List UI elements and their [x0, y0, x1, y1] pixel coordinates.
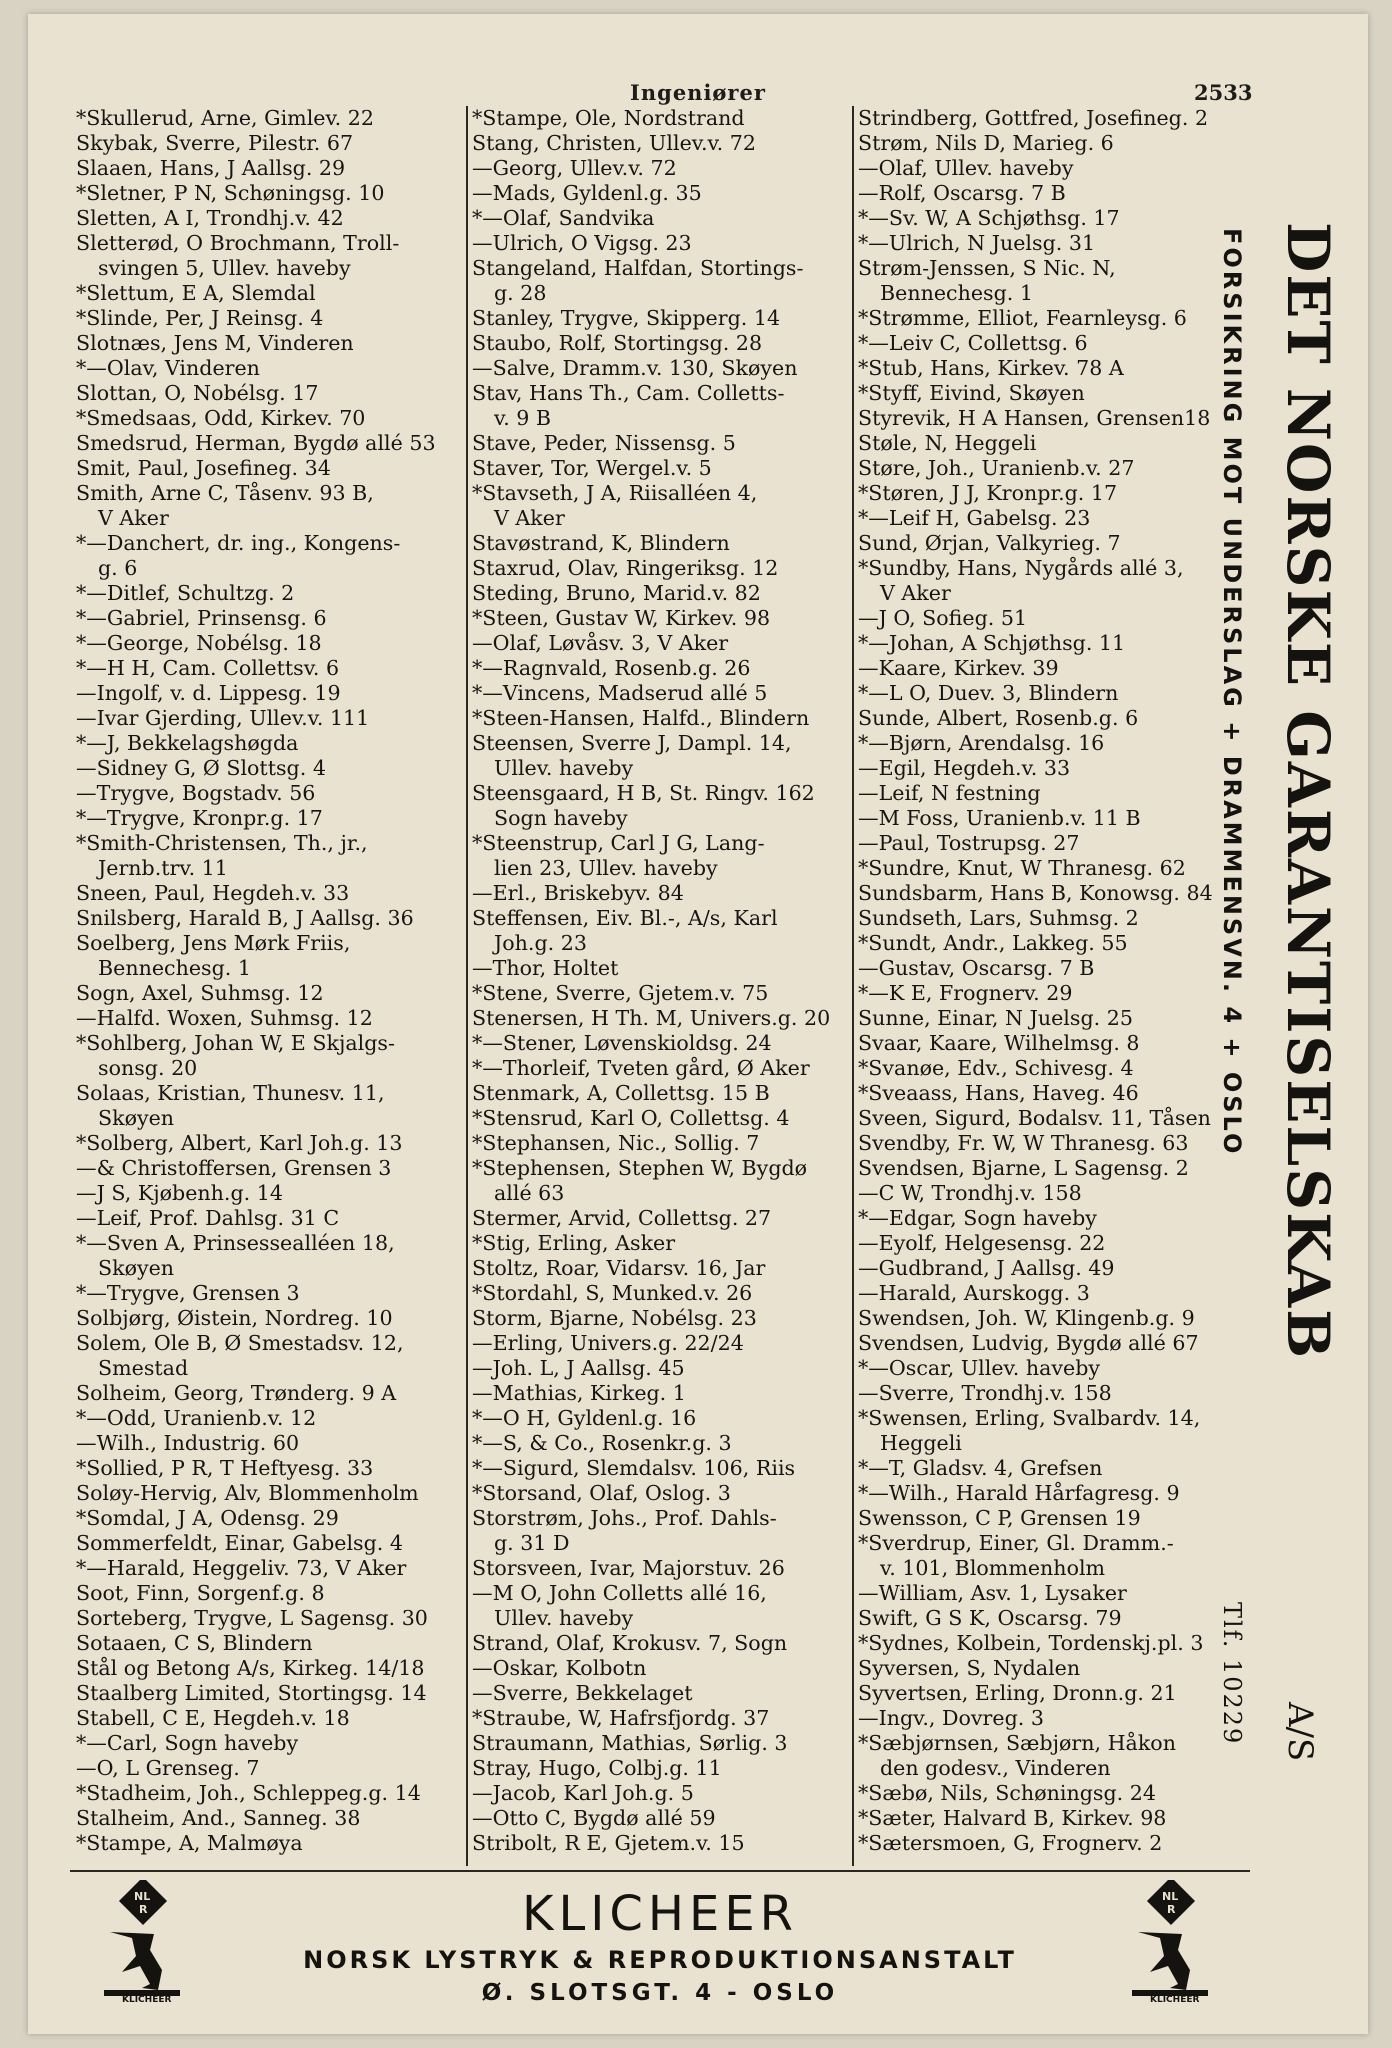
- bottom-ad-title: KLICHEER: [522, 1886, 798, 1942]
- directory-entry: Svendsen, Bjarne, L Sagensg. 2: [858, 1156, 1189, 1180]
- directory-entry: Steensgaard, H B, St. Ringv. 162: [472, 781, 815, 805]
- directory-entry: Sunde, Albert, Rosenb.g. 6: [858, 706, 1139, 730]
- directory-entry: *Sverdrup, Einer, Gl. Dramm.-: [858, 1531, 1174, 1555]
- directory-entry: Svendsen, Ludvig, Bygdø allé 67: [858, 1331, 1199, 1355]
- side-advertisement: [1218, 222, 1348, 1782]
- directory-entry: *—Trygve, Kronpr.g. 17: [76, 806, 323, 830]
- side-ad-subtitle: FORSIKRING MOT UNDERSLAG + DRAMMENSVN. 4 + OSLO: [1218, 228, 1246, 1157]
- directory-entry: Stav, Hans Th., Cam. Colletts-: [472, 381, 785, 405]
- directory-entry: *—S, & Co., Rosenkr.g. 3: [472, 1431, 732, 1455]
- directory-entry: Sletterød, O Brochmann, Troll-: [76, 231, 400, 255]
- directory-entry: *—Ditlef, Schultzg. 2: [76, 581, 295, 605]
- directory-entry: Stavøstrand, K, Blindern: [472, 531, 730, 555]
- logo-caption: KLICHEER: [1150, 1995, 1200, 2004]
- directory-entry: Stoltz, Roar, Vidarsv. 16, Jar: [472, 1256, 766, 1280]
- directory-entry: Staalberg Limited, Stortingsg. 14: [76, 1681, 427, 1705]
- directory-entry: *Støren, J J, Kronpr.g. 17: [858, 481, 1118, 505]
- directory-entry: Svaar, Kaare, Wilhelmsg. 8: [858, 1031, 1140, 1055]
- directory-entry: —M Foss, Uranienb.v. 11 B: [858, 806, 1141, 830]
- directory-column-1: [76, 106, 458, 1866]
- directory-entry: —M O, John Colletts allé 16,: [472, 1581, 767, 1605]
- directory-entry: —Sverre, Trondhj.v. 158: [858, 1381, 1112, 1405]
- directory-entry: *Stavseth, J A, Riisalléen 4,: [472, 481, 758, 505]
- directory-entry: —Sidney G, Ø Slottsg. 4: [76, 756, 326, 780]
- directory-entry: *—L O, Duev. 3, Blindern: [858, 681, 1119, 705]
- directory-entry: Soløy-Hervig, Alv, Blommenholm: [76, 1481, 419, 1505]
- directory-entry: —Oskar, Kolbotn: [472, 1656, 647, 1680]
- directory-entry: Joh.g. 23: [494, 931, 587, 955]
- directory-entry: —Paul, Tostrupsg. 27: [858, 831, 1080, 855]
- directory-entry: V Aker: [494, 506, 565, 530]
- directory-entry: *Steen, Gustav W, Kirkev. 98: [472, 606, 771, 630]
- directory-entry: *—Sigurd, Slemdalsv. 106, Riis: [472, 1456, 796, 1480]
- directory-entry: *Stordahl, S, Munked.v. 26: [472, 1281, 753, 1305]
- directory-entry: Swensson, C P, Grensen 19: [858, 1506, 1141, 1530]
- directory-entry: Storstrøm, Johs., Prof. Dahls-: [472, 1506, 777, 1530]
- directory-entry: Stål og Betong A/s, Kirkeg. 14/18: [76, 1656, 425, 1680]
- directory-entry: *Sollied, P R, T Heftyesg. 33: [76, 1456, 374, 1480]
- directory-entry: Sneen, Paul, Hegdeh.v. 33: [76, 881, 350, 905]
- directory-entry: —Ingolf, v. d. Lippesg. 19: [76, 681, 341, 705]
- directory-column-2: [466, 106, 852, 1866]
- directory-entry: Stermer, Arvid, Collettsg. 27: [472, 1206, 772, 1230]
- directory-entry: Ullev. haveby: [494, 1606, 634, 1630]
- directory-entry: Sundsbarm, Hans B, Konowsg. 84: [858, 881, 1213, 905]
- directory-entry: Soelberg, Jens Mørk Friis,: [76, 931, 351, 955]
- directory-entry: Syversen, S, Nydalen: [858, 1656, 1081, 1680]
- directory-entry: *Steenstrup, Carl J G, Lang-: [472, 831, 765, 855]
- directory-entry: Slotnæs, Jens M, Vinderen: [76, 331, 354, 355]
- bottom-ad-address: Ø. SLOTSGT. 4 - OSLO: [481, 1980, 839, 2006]
- directory-entry: —C W, Trondhj.v. 158: [858, 1181, 1082, 1205]
- side-ad-phone: Tlf. 10229: [1218, 1602, 1246, 1746]
- directory-entry: v. 101, Blommenholm: [880, 1556, 1106, 1580]
- directory-entry: V Aker: [98, 506, 169, 530]
- directory-entry: *—Sven A, Prinsessealléen 18,: [76, 1231, 395, 1255]
- directory-entry: *—J, Bekkelagshøgda: [76, 731, 299, 755]
- directory-entry: *—H H, Cam. Collettsv. 6: [76, 656, 340, 680]
- directory-entry: —Eyolf, Helgesensg. 22: [858, 1231, 1106, 1255]
- directory-entry: Smith, Arne C, Tåsenv. 93 B,: [76, 481, 374, 505]
- directory-entry: Sunne, Einar, N Juelsg. 25: [858, 1006, 1133, 1030]
- logo-letters-bottom: R: [1167, 1903, 1176, 1916]
- directory-entry: —& Christoffersen, Grensen 3: [76, 1156, 392, 1180]
- page-title: Ingeniører: [630, 80, 766, 105]
- directory-entry: v. 9 B: [494, 406, 552, 430]
- directory-entry: *Stephansen, Nic., Sollig. 7: [472, 1131, 760, 1155]
- directory-entry: Jernb.trv. 11: [98, 856, 228, 880]
- directory-entry: *Sundre, Knut, W Thranesg. 62: [858, 856, 1186, 880]
- directory-entry: *Sæbjørnsen, Sæbjørn, Håkon: [858, 1731, 1176, 1755]
- directory-entry: Strøm, Nils D, Marieg. 6: [858, 131, 1114, 155]
- directory-entry: —Georg, Ullev.v. 72: [472, 156, 677, 180]
- directory-entry: Sund, Ørjan, Valkyrieg. 7: [858, 531, 1121, 555]
- directory-entry: *—Ulrich, N Juelsg. 31: [858, 231, 1096, 255]
- directory-entry: *Stadheim, Joh., Schleppeg.g. 14: [76, 1781, 421, 1805]
- directory-entry: Støre, Joh., Uranienb.v. 27: [858, 456, 1135, 480]
- directory-entry: *Stensrud, Karl O, Collettsg. 4: [472, 1106, 790, 1130]
- directory-entry: *—T, Gladsv. 4, Grefsen: [858, 1456, 1103, 1480]
- directory-entry: *Steen-Hansen, Halfd., Blindern: [472, 706, 810, 730]
- bottom-advertisement: [70, 1872, 1250, 2012]
- directory-entry: *—Gabriel, Prinsensg. 6: [76, 606, 327, 630]
- directory-entry: Støle, N, Heggeli: [858, 431, 1037, 455]
- directory-entry: —Wilh., Industrig. 60: [76, 1431, 300, 1455]
- directory-entry: —Harald, Aurskogg. 3: [858, 1281, 1090, 1305]
- directory-entry: *Sohlberg, Johan W, E Skjalgs-: [76, 1031, 395, 1055]
- directory-entry: —J O, Sofieg. 51: [858, 606, 1028, 630]
- directory-entry: sonsg. 20: [98, 1056, 198, 1080]
- directory-entry: Steffensen, Eiv. Bl.-, A/s, Karl: [472, 906, 778, 930]
- directory-entry: Skybak, Sverre, Pilestr. 67: [76, 131, 354, 155]
- directory-column-3: [852, 106, 1246, 1866]
- directory-entry: *—Bjørn, Arendalsg. 16: [858, 731, 1105, 755]
- directory-entry: Stenersen, H Th. M, Univers.g. 20: [472, 1006, 831, 1030]
- directory-entry: *—Oscar, Ullev. haveby: [858, 1356, 1101, 1380]
- directory-entry: Swendsen, Joh. W, Klingenb.g. 9: [858, 1306, 1195, 1330]
- directory-entry: Swift, G S K, Oscarsg. 79: [858, 1606, 1122, 1630]
- directory-entry: *—Leif H, Gabelsg. 23: [858, 506, 1091, 530]
- directory-entry: Stangeland, Halfdan, Stortings-: [472, 256, 804, 280]
- directory-entry: *—Sv. W, A Schjøthsg. 17: [858, 206, 1120, 230]
- directory-entry: Staver, Tor, Wergel.v. 5: [472, 456, 712, 480]
- directory-entry: Staubo, Rolf, Stortingsg. 28: [472, 331, 763, 355]
- directory-entry: —William, Asv. 1, Lysaker: [858, 1581, 1127, 1605]
- directory-entry: *—Odd, Uranienb.v. 12: [76, 1406, 317, 1430]
- directory-entry: —Egil, Hegdeh.v. 33: [858, 756, 1071, 780]
- logo-letters-top: NL: [134, 1890, 151, 1903]
- directory-entry: Staxrud, Olav, Ringeriksg. 12: [472, 556, 779, 580]
- directory-entry: —Ulrich, O Vigsg. 23: [472, 231, 692, 255]
- directory-entry: —Leif, Prof. Dahlsg. 31 C: [76, 1206, 340, 1230]
- directory-entry: Slottan, O, Nobélsg. 17: [76, 381, 319, 405]
- directory-entry: —Rolf, Oscarsg. 7 B: [858, 181, 1066, 205]
- bottom-ad-line1: NORSK LYSTRYK & REPRODUKTIONSANSTALT: [303, 1946, 1017, 1974]
- directory-entry: Syvertsen, Erling, Dronn.g. 21: [858, 1681, 1177, 1705]
- directory-entry: —Trygve, Bogstadv. 56: [76, 781, 316, 805]
- logo-letters-top: NL: [1162, 1890, 1179, 1903]
- directory-entry: —Sverre, Bekkelaget: [472, 1681, 693, 1705]
- directory-entry: —Kaare, Kirkev. 39: [858, 656, 1059, 680]
- directory-entry: svingen 5, Ullev. haveby: [98, 256, 351, 280]
- directory-entry: g. 28: [494, 281, 547, 305]
- directory-entry: *Skullerud, Arne, Gimlev. 22: [76, 106, 374, 130]
- directory-entry: Stribolt, R E, Gjetem.v. 15: [472, 1831, 745, 1855]
- directory-entry: Storm, Bjarne, Nobélsg. 23: [472, 1306, 757, 1330]
- directory-entry: Sletten, A I, Trondhj.v. 42: [76, 206, 344, 230]
- directory-entry: Sommerfeldt, Einar, Gabelsg. 4: [76, 1531, 404, 1555]
- directory-entry: *—Johan, A Schjøthsg. 11: [858, 631, 1126, 655]
- directory-entry: Stang, Christen, Ullev.v. 72: [472, 131, 756, 155]
- directory-entry: *Stub, Hans, Kirkev. 78 A: [858, 356, 1124, 380]
- directory-entry: —Jacob, Karl Joh.g. 5: [472, 1781, 694, 1805]
- directory-entry: Strindberg, Gottfred, Josefineg. 2: [858, 106, 1209, 130]
- directory-entry: —Salve, Dramm.v. 130, Skøyen: [472, 356, 798, 380]
- directory-entry: *—Trygve, Grensen 3: [76, 1281, 300, 1305]
- directory-entry: *Styff, Eivind, Skøyen: [858, 381, 1085, 405]
- directory-entry: lien 23, Ullev. haveby: [494, 856, 718, 880]
- directory-entry: Skøyen: [98, 1106, 175, 1130]
- directory-entry: Steding, Bruno, Marid.v. 82: [472, 581, 761, 605]
- directory-entry: *Stephensen, Stephen W, Bygdø: [472, 1156, 808, 1180]
- directory-entry: Solem, Ole B, Ø Smestadsv. 12,: [76, 1331, 404, 1355]
- directory-entry: Storsveen, Ivar, Majorstuv. 26: [472, 1556, 785, 1580]
- directory-entry: Sorteberg, Trygve, L Sagensg. 30: [76, 1606, 428, 1630]
- directory-entry: *Stampe, A, Malmøya: [76, 1831, 303, 1855]
- directory-entry: *Sæbø, Nils, Schøningsg. 24: [858, 1781, 1156, 1805]
- directory-entry: *—O H, Gyldenl.g. 16: [472, 1406, 697, 1430]
- directory-entry: *Sletner, P N, Schøningsg. 10: [76, 181, 385, 205]
- directory-entry: *Sæter, Halvard B, Kirkev. 98: [858, 1806, 1167, 1830]
- directory-entry: Ullev. haveby: [494, 756, 634, 780]
- directory-entry: *Sydnes, Kolbein, Tordenskj.pl. 3: [858, 1631, 1204, 1655]
- directory-entry: Heggeli: [880, 1431, 962, 1455]
- directory-entry: *Swensen, Erling, Svalbardv. 14,: [858, 1406, 1201, 1430]
- directory-entry: *—Ragnvald, Rosenb.g. 26: [472, 656, 751, 680]
- directory-entry: —Ingv., Dovreg. 3: [858, 1706, 1044, 1730]
- directory-entry: Soot, Finn, Sorgenf.g. 8: [76, 1581, 325, 1605]
- directory-entry: Stanley, Trygve, Skipperg. 14: [472, 306, 781, 330]
- directory-entry: *Strømme, Elliot, Fearnleysg. 6: [858, 306, 1187, 330]
- directory-entry: —Thor, Holtet: [472, 956, 619, 980]
- directory-entry: Smestad: [98, 1356, 189, 1380]
- directory-entry: allé 63: [494, 1181, 565, 1205]
- directory-entry: *—Leiv C, Collettsg. 6: [858, 331, 1088, 355]
- directory-entry: Sogn haveby: [494, 806, 628, 830]
- directory-entry: Steensen, Sverre J, Dampl. 14,: [472, 731, 792, 755]
- directory-entry: g. 31 D: [494, 1531, 570, 1555]
- directory-entry: Stabell, C E, Hegdeh.v. 18: [76, 1706, 350, 1730]
- directory-entry: —Erling, Univers.g. 22/24: [472, 1331, 744, 1355]
- directory-entry: *—Danchert, dr. ing., Kongens-: [76, 531, 401, 555]
- directory-entry: *—George, Nobélsg. 18: [76, 631, 322, 655]
- directory-entry: —Ivar Gjerding, Ullev.v. 111: [76, 706, 370, 730]
- directory-entry: g. 6: [98, 556, 138, 580]
- directory-entry: Solaas, Kristian, Thunesv. 11,: [76, 1081, 385, 1105]
- page-number: 2533: [1194, 80, 1253, 105]
- directory-entry: *—Carl, Sogn haveby: [76, 1731, 299, 1755]
- directory-entry: —Olaf, Løvåsv. 3, V Aker: [472, 631, 729, 655]
- directory-entry: Sundseth, Lars, Suhmsg. 2: [858, 906, 1139, 930]
- directory-entry: —Otto C, Bygdø allé 59: [472, 1806, 716, 1830]
- directory-entry: Stenmark, A, Collettsg. 15 B: [472, 1081, 770, 1105]
- directory-entry: —Erl., Briskebyv. 84: [472, 881, 684, 905]
- directory-entry: Sogn, Axel, Suhmsg. 12: [76, 981, 324, 1005]
- side-ad-title: DET NORSKE GARANTISELSKAB: [1274, 222, 1342, 1361]
- directory-entry: —Halfd. Woxen, Suhmsg. 12: [76, 1006, 373, 1030]
- directory-entry: Straumann, Mathias, Sørlig. 3: [472, 1731, 788, 1755]
- directory-entry: *Smedsaas, Odd, Kirkev. 70: [76, 406, 366, 430]
- directory-entry: Skøyen: [98, 1256, 175, 1280]
- directory-entry: Sveen, Sigurd, Bodalsv. 11, Tåsen: [858, 1106, 1211, 1130]
- directory-entry: —Olaf, Ullev. haveby: [858, 156, 1074, 180]
- directory-entry: Strand, Olaf, Krokusv. 7, Sogn: [472, 1631, 788, 1655]
- logo-letters-bottom: R: [139, 1903, 148, 1916]
- directory-entry: *—K E, Frognerv. 29: [858, 981, 1073, 1005]
- directory-entry: Stalheim, And., Sanneg. 38: [76, 1806, 361, 1830]
- directory-entry: *Stig, Erling, Asker: [472, 1231, 676, 1255]
- directory-entry: *Stampe, Ole, Nordstrand: [472, 106, 745, 130]
- directory-entry: Styrevik, H A Hansen, Grensen18: [858, 406, 1211, 430]
- directory-entry: *Stene, Sverre, Gjetem.v. 75: [472, 981, 769, 1005]
- directory-entry: —Mathias, Kirkeg. 1: [472, 1381, 686, 1405]
- directory-entry: *Slinde, Per, J Reinsg. 4: [76, 306, 324, 330]
- directory-entry: *Sundby, Hans, Nygårds allé 3,: [858, 556, 1184, 580]
- directory-entry: *—Olaf, Sandvika: [472, 206, 655, 230]
- directory-entry: Bennechesg. 1: [98, 956, 251, 980]
- directory-entry: V Aker: [880, 581, 951, 605]
- directory-entry: *Somdal, J A, Odensg. 29: [76, 1506, 339, 1530]
- directory-entry: —J S, Kjøbenh.g. 14: [76, 1181, 283, 1205]
- directory-entry: *Sætersmoen, G, Frognerv. 2: [858, 1831, 1163, 1855]
- side-ad-suffix: A/S: [1280, 1702, 1320, 1762]
- directory-entry: *Storsand, Olaf, Oslog. 3: [472, 1481, 731, 1505]
- directory-entry: Smit, Paul, Josefineg. 34: [76, 456, 331, 480]
- directory-entry: —Gustav, Oscarsg. 7 B: [858, 956, 1095, 980]
- logo-caption: KLICHEER: [122, 1995, 172, 2004]
- directory-entry: *—Wilh., Harald Hårfagresg. 9: [858, 1481, 1180, 1505]
- directory-entry: *—Stener, Løvenskioldsg. 24: [472, 1031, 772, 1055]
- directory-entry: —O, L Grenseg. 7: [76, 1756, 260, 1780]
- directory-entry: *Sveaass, Hans, Haveg. 46: [858, 1081, 1139, 1105]
- directory-entry: Slaaen, Hans, J Aallsg. 29: [76, 156, 346, 180]
- directory-entry: *—Harald, Heggeliv. 73, V Aker: [76, 1556, 407, 1580]
- directory-entry: Snilsberg, Harald B, J Aallsg. 36: [76, 906, 414, 930]
- directory-entry: —Leif, N festning: [858, 781, 1041, 805]
- directory-entry: *Straube, W, Hafrsfjordg. 37: [472, 1706, 770, 1730]
- directory-entry: *Slettum, E A, Slemdal: [76, 281, 316, 305]
- directory-entry: *Solberg, Albert, Karl Joh.g. 13: [76, 1131, 403, 1155]
- directory-entry: —Gudbrand, J Aallsg. 49: [858, 1256, 1115, 1280]
- directory-entry: Strøm-Jenssen, S Nic. N,: [858, 256, 1116, 280]
- directory-entry: Solbjørg, Øistein, Nordreg. 10: [76, 1306, 393, 1330]
- directory-entry: *Svanøe, Edv., Schivesg. 4: [858, 1056, 1134, 1080]
- directory-entry: —Mads, Gyldenl.g. 35: [472, 181, 702, 205]
- nlr-logo-right: [1120, 1880, 1220, 2004]
- directory-entry: Stave, Peder, Nissensg. 5: [472, 431, 736, 455]
- directory-entry: den godesv., Vinderen: [880, 1756, 1111, 1780]
- directory-entry: *Smith-Christensen, Th., jr.,: [76, 831, 368, 855]
- directory-entry: Solheim, Georg, Trønderg. 9 A: [76, 1381, 397, 1405]
- directory-entry: *—Olav, Vinderen: [76, 356, 260, 380]
- directory-entry: *—Thorleif, Tveten gård, Ø Aker: [472, 1056, 810, 1080]
- directory-entry: *—Edgar, Sogn haveby: [858, 1206, 1097, 1230]
- directory-entry: *Sundt, Andr., Lakkeg. 55: [858, 931, 1128, 955]
- directory-entry: *—Vincens, Madserud allé 5: [472, 681, 768, 705]
- directory-entry: —Joh. L, J Aallsg. 45: [472, 1356, 685, 1380]
- directory-entry: Svendby, Fr. W, W Thranesg. 63: [858, 1131, 1189, 1155]
- directory-entry: Smedsrud, Herman, Bygdø allé 53: [76, 431, 436, 455]
- directory-entry: Stray, Hugo, Colbj.g. 11: [472, 1756, 722, 1780]
- directory-entry: Sotaaen, C S, Blindern: [76, 1631, 313, 1655]
- directory-entry: Bennechesg. 1: [880, 281, 1033, 305]
